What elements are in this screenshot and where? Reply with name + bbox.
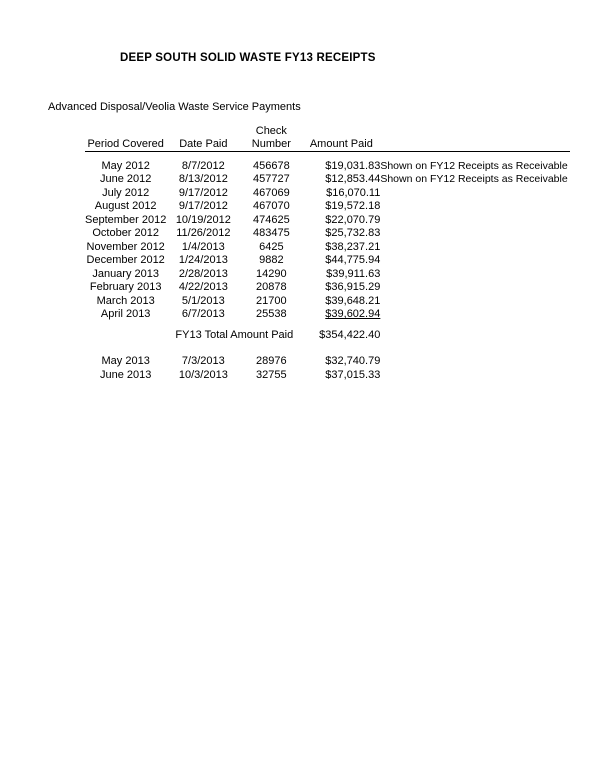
date-cell: 10/3/2013 <box>178 368 228 381</box>
header-amount-paid: Amount Paid <box>302 138 380 152</box>
check-cell: 6425 <box>259 240 284 253</box>
header-spacer <box>302 124 380 138</box>
table-header <box>85 124 570 152</box>
check-cell: 32755 <box>256 368 287 381</box>
header-spacer <box>166 124 240 138</box>
table-row <box>85 173 570 187</box>
spacer-cell <box>85 321 570 328</box>
table-row <box>85 355 570 369</box>
period-cell: June 2012 <box>99 173 152 185</box>
amount-cell: $16,070.11 <box>326 186 381 199</box>
table-row <box>85 213 570 227</box>
page-title: DEEP SOUTH SOLID WASTE FY13 RECEIPTS <box>120 52 376 64</box>
check-cell: 28976 <box>256 355 287 367</box>
table-row <box>85 227 570 241</box>
payments-table <box>85 124 570 382</box>
header-spacer <box>85 124 166 138</box>
table-row <box>85 240 570 254</box>
spacer-row <box>85 342 570 355</box>
date-cell: 2/28/2013 <box>178 267 228 280</box>
period-cell: September 2012 <box>85 213 167 226</box>
date-cell: 9/17/2012 <box>178 186 228 199</box>
note-cell <box>380 355 570 369</box>
date-cell: 7/3/2013 <box>181 355 225 367</box>
date-cell: 1/24/2013 <box>178 254 228 266</box>
total-spacer-cell <box>85 328 166 342</box>
note-cell <box>380 328 570 342</box>
note-cell <box>380 281 570 295</box>
note-cell: Shown on FY12 Receipts as Receivable <box>380 159 568 172</box>
note-cell <box>380 240 570 254</box>
check-cell: 20878 <box>256 281 287 293</box>
note-cell: Shown on FY12 Receipts as Receivable <box>380 173 568 185</box>
note-cell <box>380 368 570 382</box>
note-cell <box>380 200 570 214</box>
amount-cell: $19,572.18 <box>325 200 381 212</box>
date-cell: 6/7/2013 <box>181 308 225 320</box>
table-row <box>85 294 570 308</box>
note-cell <box>380 227 570 241</box>
table-row <box>85 159 570 173</box>
period-cell: August 2012 <box>94 200 157 212</box>
period-cell: July 2012 <box>102 186 150 199</box>
period-cell: April 2013 <box>100 308 151 320</box>
header-check-number: Number <box>240 138 302 152</box>
amount-cell: $37,015.33 <box>325 368 381 381</box>
check-cell: 25538 <box>256 308 287 320</box>
period-cell: November 2012 <box>86 240 165 253</box>
spacer-cell <box>85 152 570 160</box>
header-check-top: Check <box>255 124 287 137</box>
table-row <box>85 368 570 382</box>
amount-cell: $36,915.29 <box>325 281 381 293</box>
date-cell: 8/13/2012 <box>178 173 228 185</box>
table-body <box>85 152 570 382</box>
header-row <box>85 138 570 152</box>
period-cell: May 2012 <box>101 159 150 172</box>
period-cell: October 2012 <box>92 227 159 239</box>
check-cell: 467069 <box>252 186 290 199</box>
check-cell: 21700 <box>256 294 287 307</box>
date-cell: 9/17/2012 <box>178 200 228 212</box>
check-cell: 457727 <box>252 173 290 185</box>
date-cell: 4/22/2013 <box>178 281 228 293</box>
date-cell: 8/7/2012 <box>181 159 225 172</box>
header-period-covered: Period Covered <box>85 138 166 152</box>
amount-cell: $32,740.79 <box>325 355 381 367</box>
amount-cell: $19,031.83 <box>325 159 381 172</box>
table-row <box>85 281 570 295</box>
amount-cell: $38,237.21 <box>325 240 381 253</box>
date-cell: 1/4/2013 <box>181 240 225 253</box>
underlined-amount: $39,602.94 <box>325 308 381 320</box>
note-cell <box>380 294 570 308</box>
period-cell: June 2013 <box>99 368 152 381</box>
period-cell: December 2012 <box>86 254 165 266</box>
spacer-cell <box>85 342 570 355</box>
header-date-paid: Date Paid <box>166 138 240 152</box>
spacer-row <box>85 321 570 328</box>
page-subtitle: Advanced Disposal/Veolia Waste Service Payments <box>48 101 301 113</box>
amount-cell <box>302 308 380 322</box>
amount-cell: $44,775.94 <box>325 254 381 266</box>
amount-cell: $39,648.21 <box>325 294 381 307</box>
date-cell: 10/19/2012 <box>175 213 231 226</box>
date-cell: 5/1/2013 <box>181 294 225 307</box>
table-row <box>85 200 570 214</box>
period-cell: March 2013 <box>96 294 155 307</box>
header-spacer <box>380 124 570 138</box>
table-row <box>85 254 570 268</box>
spacer-row <box>85 152 570 160</box>
date-cell: 11/26/2012 <box>176 227 231 239</box>
total-row <box>85 328 570 342</box>
check-cell: 14290 <box>256 267 287 280</box>
check-cell: 9882 <box>259 254 284 266</box>
amount-cell: $39,911.63 <box>326 267 381 280</box>
check-cell: 467070 <box>252 200 290 212</box>
header-row-top <box>85 124 570 138</box>
check-cell: 456678 <box>252 159 290 172</box>
total-label: FY13 Total Amount Paid <box>175 328 294 341</box>
table-row <box>85 267 570 281</box>
period-cell: May 2013 <box>101 355 150 367</box>
amount-cell: $22,070.79 <box>325 213 381 226</box>
note-cell <box>380 186 570 200</box>
period-cell: February 2013 <box>89 281 162 293</box>
note-cell <box>380 308 570 322</box>
header-spacer <box>380 138 570 152</box>
period-cell: January 2013 <box>92 267 159 280</box>
table-row <box>85 308 570 322</box>
note-cell <box>380 267 570 281</box>
table-row <box>85 186 570 200</box>
amount-cell: $12,853.44 <box>325 173 381 185</box>
check-cell: 474625 <box>252 213 290 226</box>
amount-cell: $25,732.83 <box>325 227 381 239</box>
note-cell <box>380 254 570 268</box>
total-amount-cell: $354,422.40 <box>319 328 381 341</box>
note-cell <box>380 213 570 227</box>
check-cell: 483475 <box>252 227 290 239</box>
